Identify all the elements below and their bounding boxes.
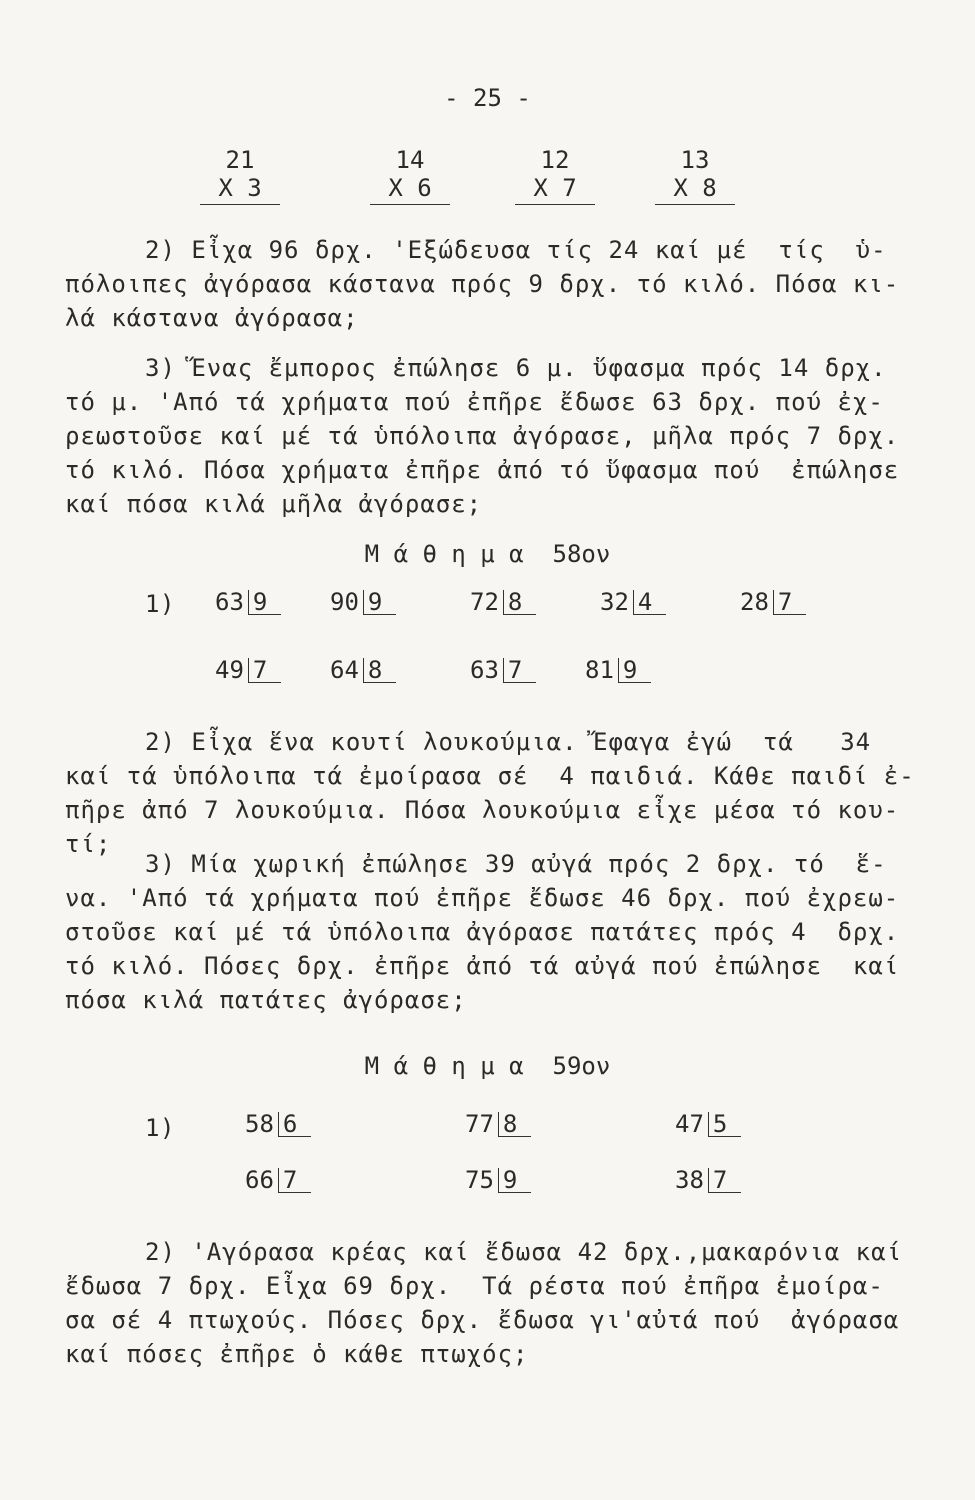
division-exercise [470,656,536,684]
divisor: 8 [503,590,536,615]
division-exercise [330,588,396,616]
division-exercise [585,656,651,684]
problem-text-line: 3) Μία χωρική ἐπώλησε 39 αὐγά πρός 2 δρχ. τό ἕ- [145,850,887,878]
division-exercise [675,1166,741,1194]
divisor: 7 [248,658,281,683]
dividend: 90 [330,588,359,616]
problem-text-line: να. 'Από τά χρήματα πού ἐπῆρε ἔδωσε 46 δρχ. πού ἐχρεω- [65,884,900,912]
problem-text-line: τό μ. 'Από τά χρήματα πού ἐπῆρε ἔδωσε 63 δρχ. πού ἐχ- [65,388,884,416]
multiplication-3 [515,146,595,205]
multiplication-top: 12 [540,146,570,174]
divisor: 8 [363,658,396,683]
problem-text-line: 2) 'Αγόρασα κρέας καί ἔδωσα 42 δρχ.,μακαρόνια καί [145,1238,903,1266]
multiplication-bottom: X 8 [655,174,735,205]
divisor: 7 [708,1168,741,1193]
dividend: 58 [245,1110,274,1138]
division-exercise [740,588,806,616]
divisor: 9 [618,658,651,683]
problem-text-line: πόλοιπες ἀγόρασα κάστανα πρός 9 δρχ. τό κιλό. Πόσα κι- [65,270,900,298]
problem-text-line: τό κιλό. Πόσα χρήματα ἐπῆρε ἀπό τό ὕφασμα πού ἐπώλησε [65,456,900,484]
problem-text-line: λά κάστανα ἀγόρασα; [65,304,359,332]
divisor: 9 [248,590,281,615]
problem-text-line: πόσα κιλά πατάτες ἀγόρασε; [65,986,467,1014]
multiplication-bottom: X 3 [200,174,280,205]
dividend: 63 [470,656,499,684]
dividend: 63 [215,588,244,616]
problem-text-line: καί πόσα κιλά μῆλα ἀγόρασε; [65,490,483,518]
dividend: 38 [675,1166,704,1194]
multiplication-4 [655,146,735,205]
page-number: - 25 - [444,84,531,112]
multiplication-top: 14 [395,146,425,174]
divisor: 7 [278,1168,311,1193]
dividend: 77 [465,1110,494,1138]
division-exercise [675,1110,741,1138]
lesson-heading: Μ ά θ η μ α 58ον [364,540,611,568]
divisor: 8 [498,1112,531,1137]
division-exercise [330,656,396,684]
multiplication-2 [370,146,450,205]
multiplication-bottom: X 7 [515,174,595,205]
dividend: 28 [740,588,769,616]
problem-text-line: ἔδωσα 7 δρχ. Εἶχα 69 δρχ. Τά ρέστα πού ἐπῆρα ἐμοίρα- [65,1272,884,1300]
dividend: 72 [470,588,499,616]
dividend: 81 [585,656,614,684]
divisor: 7 [773,590,806,615]
divisor: 4 [633,590,666,615]
problem-text-line: στοῦσε καί μέ τά ὑπόλοιπα ἀγόρασε πατάτες πρός 4 δρχ. [65,918,900,946]
divisor: 9 [363,590,396,615]
problem-text-line: πῆρε ἀπό 7 λουκούμια. Πόσα λουκούμια εἶχε μέσα τό κου- [65,796,900,824]
divisor: 5 [708,1112,741,1137]
multiplication-bottom: X 6 [370,174,450,205]
division-exercise [245,1110,311,1138]
dividend: 49 [215,656,244,684]
multiplication-top: 21 [225,146,255,174]
dividend: 75 [465,1166,494,1194]
divisor: 9 [498,1168,531,1193]
problem-text-line: καί τά ὑπόλοιπα τά ἐμοίρασα σέ 4 παιδιά. Κάθε παιδί ἐ- [65,762,915,790]
lesson-heading: Μ ά θ η μ α 59ον [364,1052,611,1080]
problem-text-line: 2) Εἶχα ἕνα κουτί λουκούμια. Ἔφαγα ἐγώ τά 34 [145,728,872,756]
problem-text-line: 2) Εἶχα 96 δρχ. 'Εξώδευσα τίς 24 καί μέ τίς ὑ- [145,236,887,264]
dividend: 32 [600,588,629,616]
problem-text-line: τό κιλό. Πόσες δρχ. ἐπῆρε ἀπό τά αὐγά πού ἐπώλησε καί [65,952,900,980]
dividend: 47 [675,1110,704,1138]
problem-text-line: 3) Ἕνας ἔμπορος ἐπώλησε 6 μ. ὕφασμα πρός 14 δρχ. [145,354,887,382]
problem-text-line: καί πόσες ἐπῆρε ὁ κάθε πτωχός; [65,1340,529,1368]
problem-text-line: τί; [65,830,112,858]
division-exercise [470,588,536,616]
dividend: 66 [245,1166,274,1194]
multiplication-top: 13 [680,146,710,174]
division-exercise [465,1110,531,1138]
division-exercise [600,588,666,616]
divisor: 6 [278,1112,311,1137]
exercise-label: 1) [145,590,175,618]
problem-text-line: σα σέ 4 πτωχούς. Πόσες δρχ. ἔδωσα γι'αὐτά πού ἀγόρασα [65,1306,900,1334]
division-exercise [215,588,281,616]
exercise-label: 1) [145,1114,175,1142]
problem-text-line: ρεωστοῦσε καί μέ τά ὑπόλοιπα ἀγόρασε, μῆλα πρός 7 δρχ. [65,422,900,450]
division-exercise [215,656,281,684]
divisor: 7 [503,658,536,683]
dividend: 64 [330,656,359,684]
multiplication-1 [200,146,280,205]
division-exercise [245,1166,311,1194]
division-exercise [465,1166,531,1194]
